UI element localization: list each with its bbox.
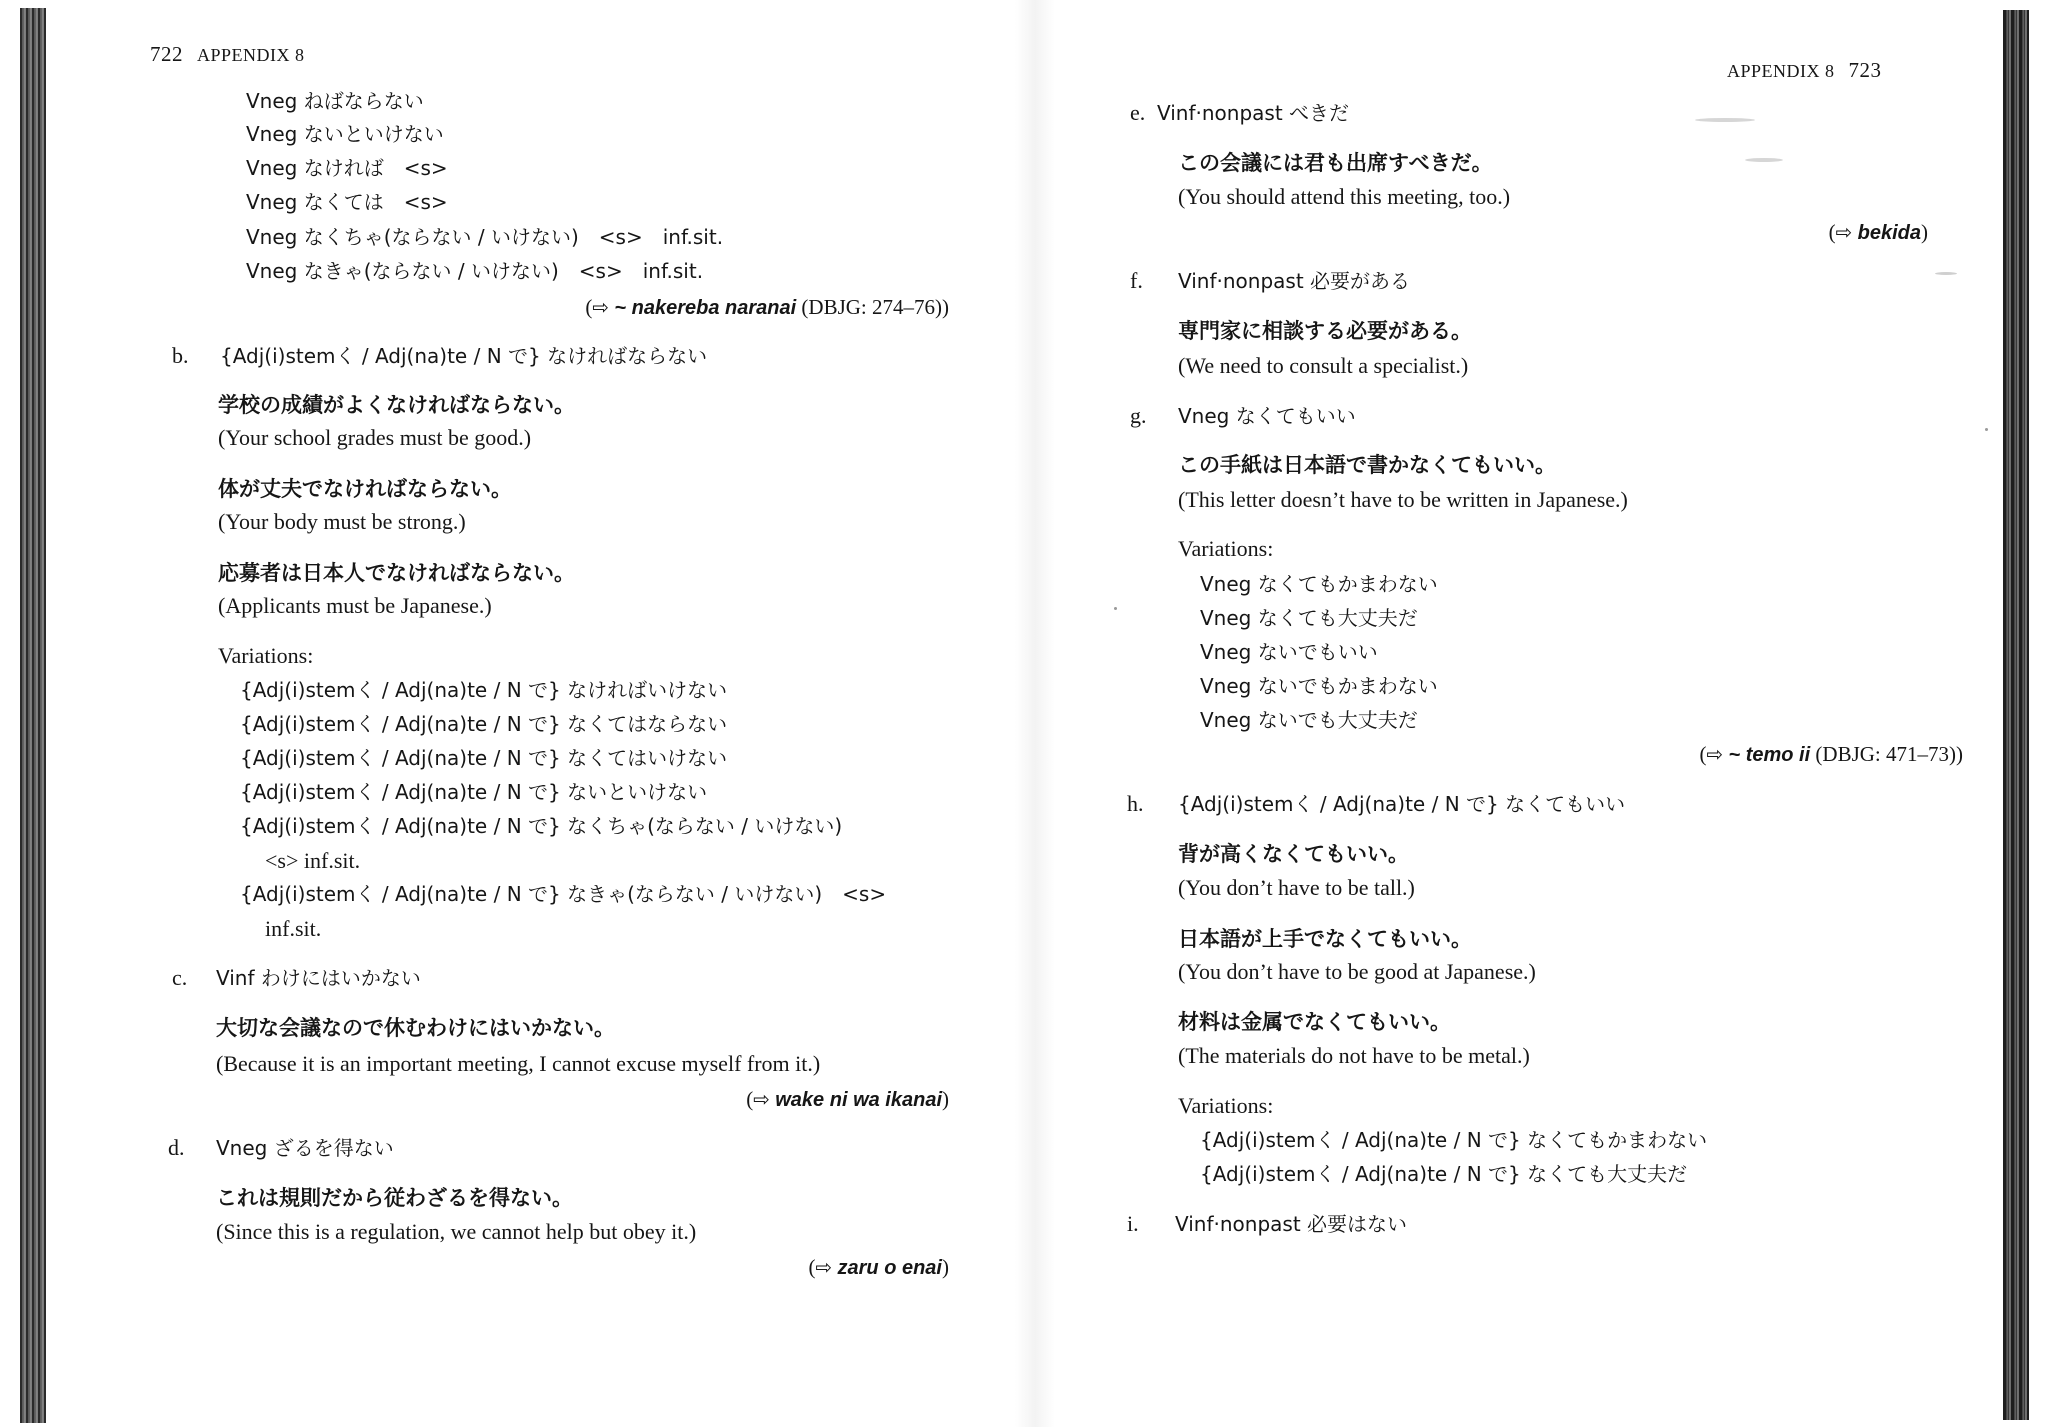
- variations-heading: Variations:: [1178, 1093, 1274, 1118]
- variation-line: {Adj(i)stemく / Adj(na)te / N で} なくてはいけない: [240, 746, 728, 770]
- xref-term: bekida: [1857, 222, 1921, 244]
- item-label-f: f.: [1130, 268, 1143, 293]
- pattern-line: Vneg ねばならない: [246, 89, 424, 113]
- arrow-icon: ⇨: [592, 295, 610, 319]
- xref-close: ): [1921, 220, 1928, 244]
- arrow-icon: ⇨: [815, 1255, 833, 1279]
- xref-open: (: [746, 1087, 754, 1111]
- xref-open: (: [585, 295, 593, 319]
- variation-line: {Adj(i)stemく / Adj(na)te / N で} ないといけない: [240, 780, 708, 804]
- right-page-number: 723: [1848, 58, 1882, 82]
- xref-term: ~ nakereba naranai: [614, 297, 797, 319]
- pattern-h: {Adj(i)stemく / Adj(na)te / N で} なくてもいい: [1178, 792, 1626, 816]
- xref-term: zaru o enai: [837, 1257, 942, 1279]
- xref-source: (DBJG: 274–76)): [796, 295, 949, 319]
- variation-line: {Adj(i)stemく / Adj(na)te / N で} なくてはならない: [240, 712, 728, 736]
- example-en: (Your school grades must be good.): [218, 425, 532, 450]
- pattern-line: Vneg なければ <s>: [246, 156, 448, 180]
- variations-heading: Variations:: [218, 643, 314, 668]
- example-jp: 学校の成績がよくなければならない。: [218, 393, 575, 417]
- cross-reference: [1699, 742, 1963, 767]
- pattern-d: Vneg ざるを得ない: [216, 1136, 394, 1160]
- pattern-i: Vinf·nonpast 必要はない: [1175, 1212, 1408, 1236]
- example-jp: 応募者は日本人でなければならない。: [218, 561, 575, 585]
- right-page: [1055, 0, 2048, 1427]
- example-jp: 日本語が上手でなくてもいい。: [1178, 927, 1472, 951]
- example-jp: この手紙は日本語で書かなくてもいい。: [1178, 453, 1556, 477]
- cross-reference: [1829, 220, 1928, 245]
- xref-open: (: [1699, 742, 1707, 766]
- xref-source: (DBJG: 471–73)): [1810, 742, 1963, 766]
- variation-line: {Adj(i)stemく / Adj(na)te / N で} なきゃ(ならない / いけない) <s>: [240, 882, 887, 906]
- arrow-icon: ⇨: [1835, 220, 1853, 244]
- example-jp: 専門家に相談する必要がある。: [1178, 319, 1472, 343]
- left-running-title: APPENDIX 8: [197, 45, 305, 65]
- example-en: (Since this is a regulation, we cannot help but obey it.): [216, 1219, 697, 1244]
- scan-speck: [1114, 607, 1117, 610]
- item-label-d: d.: [168, 1135, 185, 1160]
- xref-term: ~ temo ii: [1728, 744, 1811, 766]
- example-en: (You don’t have to be tall.): [1178, 875, 1415, 900]
- item-label-h: h.: [1127, 791, 1144, 816]
- book-gutter: [1015, 0, 1055, 1427]
- example-jp: 材料は金属でなくてもいい。: [1178, 1010, 1451, 1034]
- example-jp: 背が高くなくてもいい。: [1178, 842, 1409, 866]
- xref-term: wake ni wa ikanai: [775, 1089, 942, 1111]
- item-label-c: c.: [172, 965, 188, 990]
- xref-open: (: [808, 1255, 816, 1279]
- bleed-through-mark: [1745, 158, 1783, 162]
- example-jp: 体が丈夫でなければならない。: [218, 477, 512, 501]
- example-jp: これは規則だから従わざるを得ない。: [216, 1186, 573, 1210]
- arrow-icon: ⇨: [1706, 742, 1724, 766]
- xref-close: ): [942, 1087, 949, 1111]
- cross-reference: [746, 1087, 949, 1112]
- left-page: [0, 0, 1015, 1427]
- right-running-head: [1727, 58, 1882, 83]
- left-running-head: [150, 42, 305, 67]
- pattern-line: Vneg なきゃ(ならない / いけない) <s> inf.sit.: [246, 259, 704, 283]
- variation-line: {Adj(i)stemく / Adj(na)te / N で} なければいけない: [240, 678, 728, 702]
- example-en: (Your body must be strong.): [218, 509, 466, 534]
- cross-reference: [809, 1255, 950, 1280]
- example-jp: この会議には君も出席すべきだ。: [1178, 151, 1493, 175]
- pattern-g: Vneg なくてもいい: [1178, 404, 1356, 428]
- bleed-through-mark: [1695, 118, 1755, 122]
- item-label-e: e.: [1130, 100, 1146, 125]
- variations-heading: Variations:: [1178, 536, 1274, 561]
- example-en: (We need to consult a specialist.): [1178, 353, 1469, 378]
- pattern-line: Vneg なくては <s>: [246, 190, 448, 214]
- pattern-line: Vneg なくちゃ(ならない / いけない) <s> inf.sit.: [246, 225, 724, 249]
- xref-close: ): [942, 1255, 949, 1279]
- example-en: (This letter doesn’t have to be written in Japanese.): [1178, 487, 1628, 512]
- pattern-f: Vinf·nonpast 必要がある: [1178, 269, 1411, 293]
- item-label-b: b.: [172, 343, 189, 368]
- variation-line: {Adj(i)stemく / Adj(na)te / N で} なくてもかまわない: [1200, 1128, 1708, 1152]
- item-label-g: g.: [1130, 403, 1147, 428]
- left-page-number: 722: [150, 42, 183, 66]
- bleed-through-mark: [1935, 272, 1957, 275]
- example-en: (The materials do not have to be metal.): [1178, 1043, 1530, 1068]
- cross-reference: [585, 295, 949, 320]
- variation-line: Vneg ないでもかまわない: [1200, 674, 1438, 698]
- example-jp: 大切な会議なので休むわけにはいかない。: [216, 1016, 615, 1040]
- right-running-title: APPENDIX 8: [1727, 61, 1835, 81]
- variation-line: <s> inf.sit.: [265, 848, 361, 873]
- pattern-b: {Adj(i)stemく / Adj(na)te / N で} なければならない: [220, 344, 708, 368]
- scan-speck: [1985, 428, 1988, 431]
- arrow-icon: ⇨: [753, 1087, 770, 1111]
- variation-line: Vneg なくてもかまわない: [1200, 572, 1438, 596]
- variation-line: Vneg ないでもいい: [1200, 640, 1378, 664]
- example-en: (Applicants must be Japanese.): [218, 593, 492, 618]
- example-en: (You should attend this meeting, too.): [1178, 184, 1511, 209]
- example-en: (You don’t have to be good at Japanese.): [1178, 959, 1536, 984]
- variation-line: {Adj(i)stemく / Adj(na)te / N で} なくても大丈夫だ: [1200, 1162, 1688, 1186]
- example-en: (Because it is an important meeting, I cannot excuse myself from it.): [216, 1051, 821, 1076]
- variation-line: {Adj(i)stemく / Adj(na)te / N で} なくちゃ(ならない / いけない): [240, 814, 843, 838]
- variation-line: Vneg なくても大丈夫だ: [1200, 606, 1418, 630]
- variation-line: inf.sit.: [265, 916, 322, 941]
- pattern-line: Vneg ないといけない: [246, 122, 444, 146]
- variation-line: Vneg ないでも大丈夫だ: [1200, 708, 1418, 732]
- item-label-i: i.: [1127, 1211, 1139, 1236]
- pattern-e: Vinf·nonpast べきだ: [1157, 101, 1350, 125]
- xref-open: (: [1828, 220, 1836, 244]
- pattern-c: Vinf わけにはいかない: [216, 966, 421, 990]
